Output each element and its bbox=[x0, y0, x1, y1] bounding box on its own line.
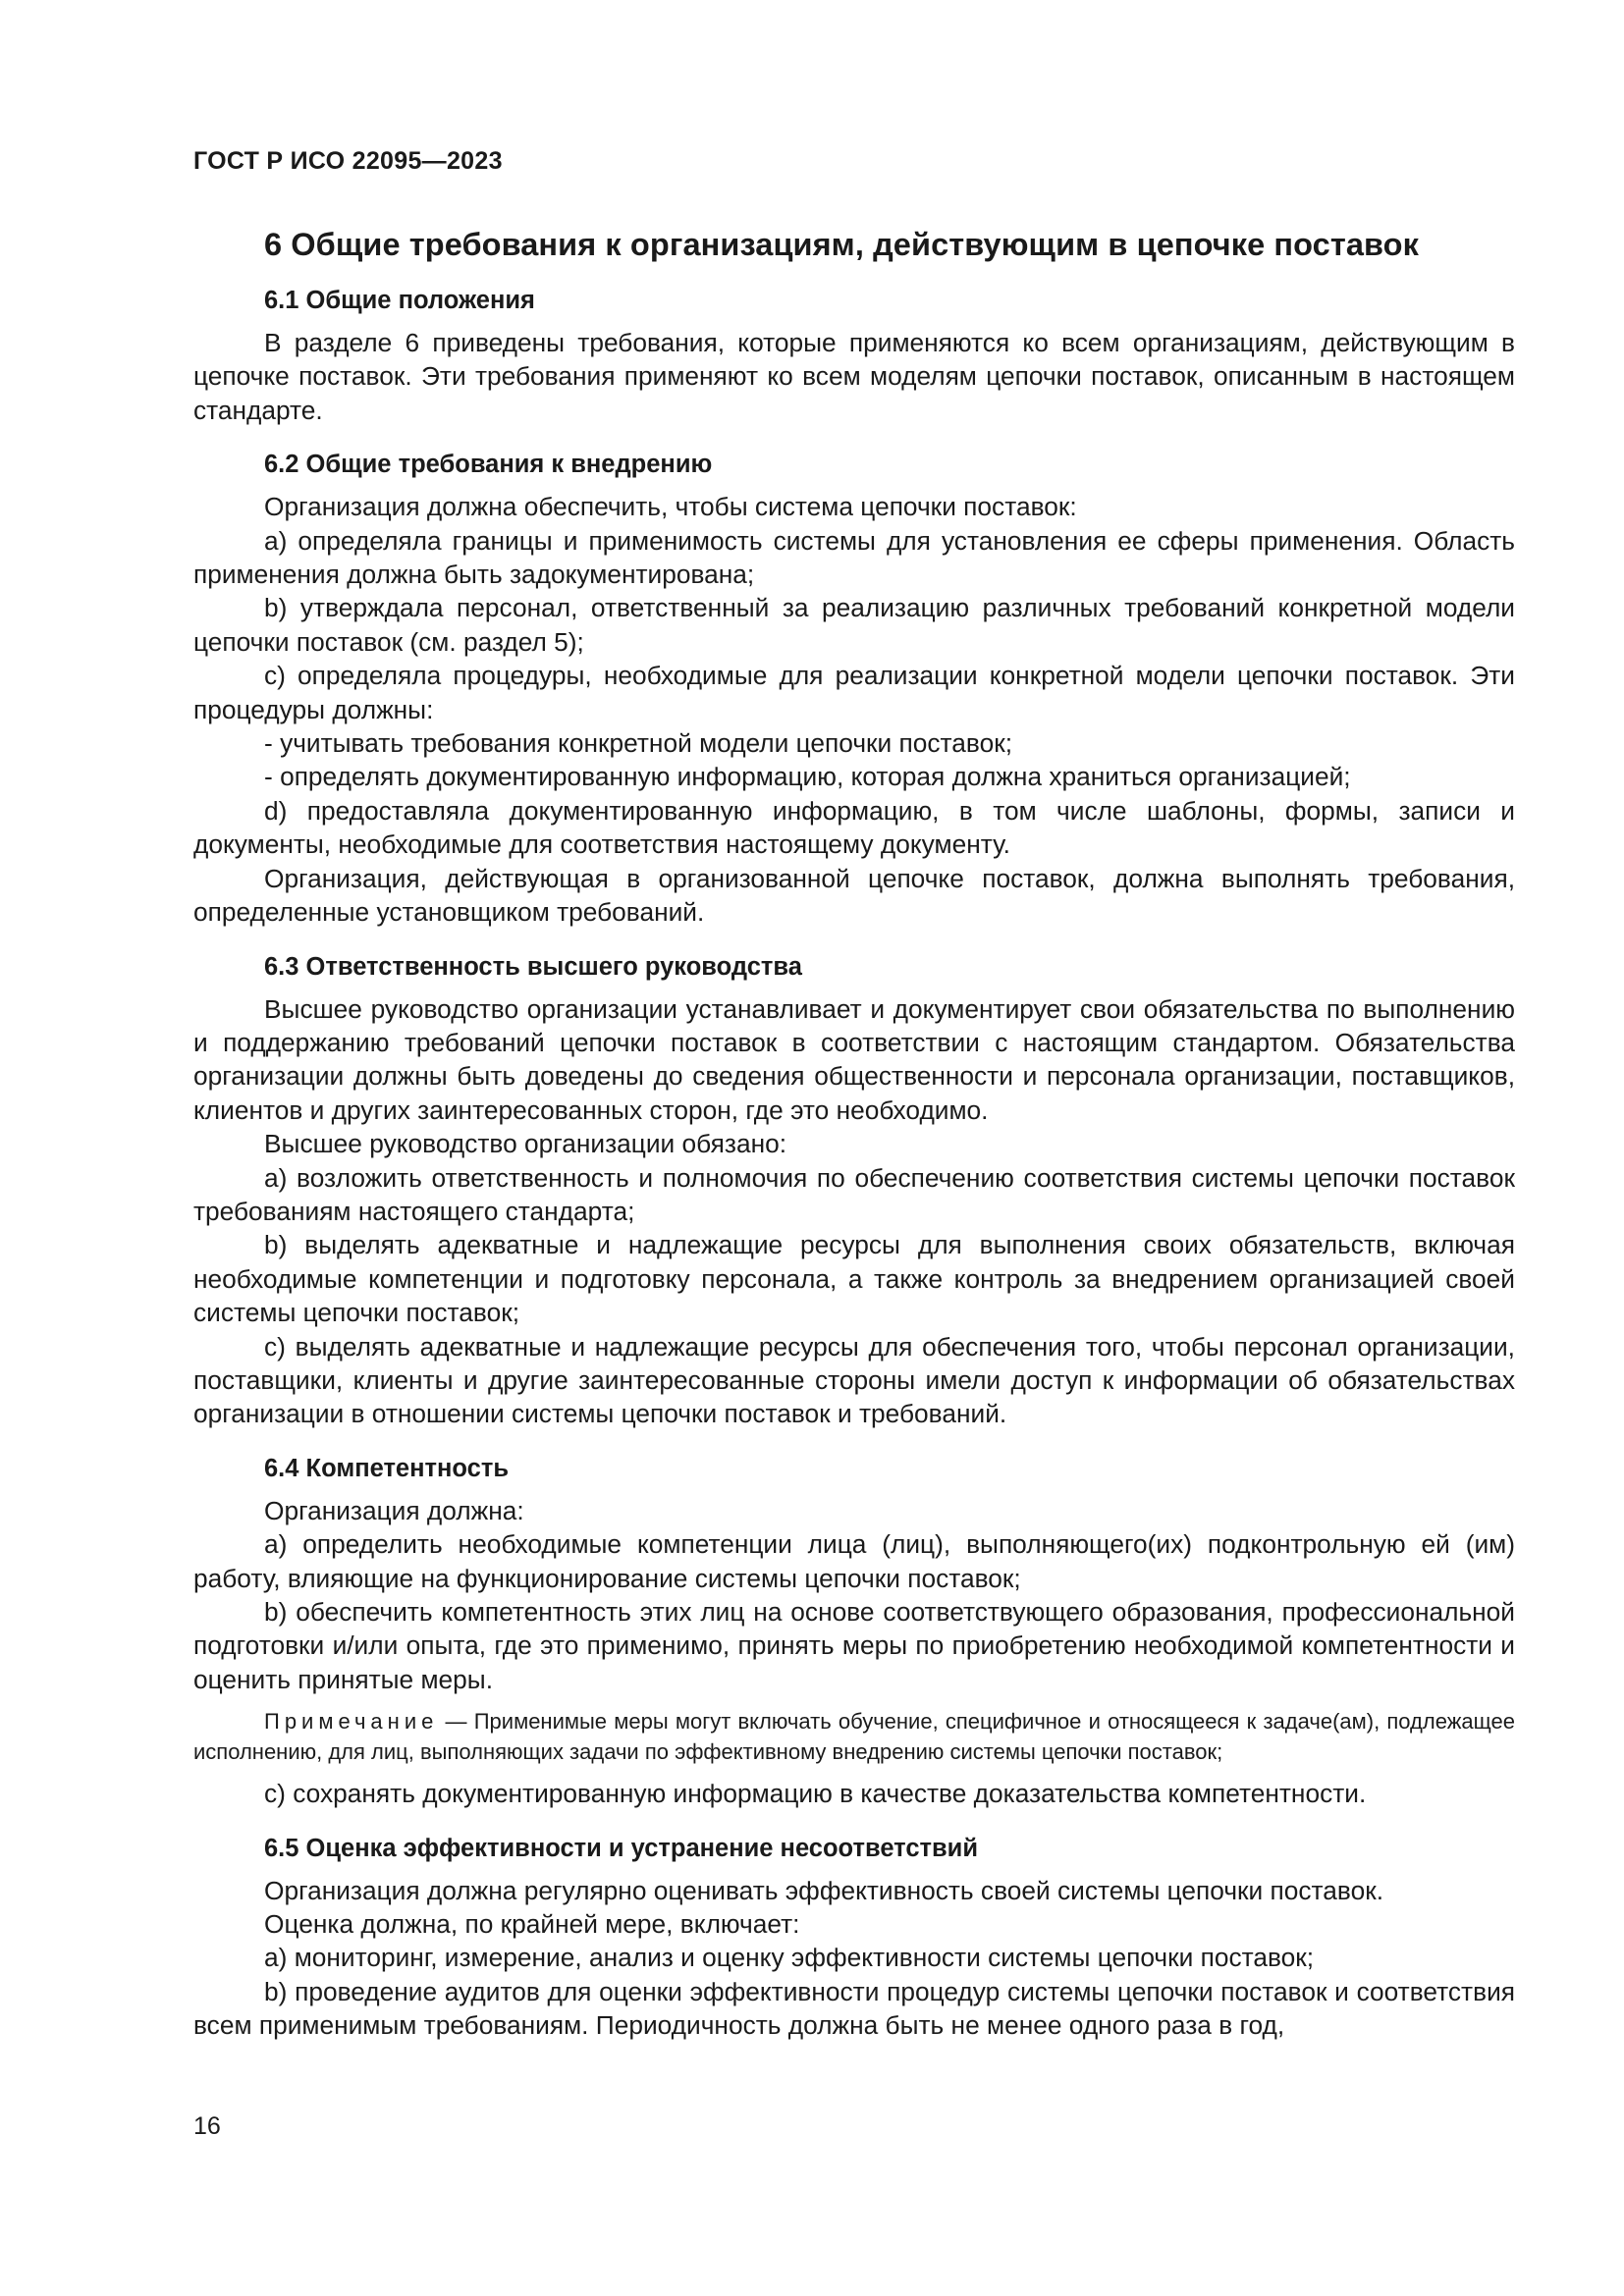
paragraph: Оценка должна, по крайней мере, включает: bbox=[264, 1909, 800, 1940]
list-item-c: c) определяла процедуры, необходимые для реализации конкретной модели цепочки поставок. Эти процедуры должны: bbox=[193, 661, 1515, 724]
list-item-c: c) выделять адекватные и надлежащие ресурсы для обеспечения того, чтобы персонал организации, поставщики, клиенты и другие заинтересованные стороны имели доступ к информации об обязательствах организации в отношении системы цепочки поставок и требований. bbox=[193, 1331, 1515, 1429]
paragraph: В разделе 6 приведены требования, которые применяются ко всем организациям, действующим в цепочке поставок. Эти требования применяют ко всем моделям цепочки поставок, описанным в настоящем стандарте. bbox=[193, 328, 1515, 425]
dash-item: - учитывать требования конкретной модели цепочки поставок; bbox=[264, 728, 1013, 759]
list-item-c: c) сохранять документированную информацию в качестве доказательства компетентности. bbox=[264, 1779, 1367, 1809]
paragraph: Высшее руководство организации обязано: bbox=[264, 1129, 787, 1159]
list-item-b: b) обеспечить компетентность этих лиц на основе соответствующего образования, профессиональной подготовки и/или опыта, где это применимо, принять меры по приобретению необходимой компетентности и оценить принятые меры. bbox=[193, 1597, 1515, 1694]
section-title: 6 Общие требования к организациям, действующим в цепочке поставок bbox=[264, 227, 1419, 262]
subsection-title-6-5: 6.5 Оценка эффективности и устранение несоответствий bbox=[264, 1834, 979, 1862]
paragraph: Организация должна регулярно оценивать эффективность своей системы цепочки поставок. bbox=[264, 1875, 1384, 1905]
paragraph: Высшее руководство организации устанавливает и документирует свои обязательства по выполнению и поддержанию требований цепочки поставок в соответствии с настоящим стандартом. Обязательства организации должны быть доведены до сведения общественности и персонала организации, поставщиков, клиентов и других заинтересованных сторон, где это необходимо. bbox=[193, 993, 1515, 1125]
subsection-title-6-1: 6.1 Общие положения bbox=[264, 287, 535, 314]
subsection-title-6-4: 6.4 Компетентность bbox=[264, 1454, 509, 1482]
page-number: 16 bbox=[193, 2112, 221, 2140]
subsection-title-6-2: 6.2 Общие требования к внедрению bbox=[264, 451, 713, 479]
document-body bbox=[193, 216, 1515, 2043]
subsection-title-6-3: 6.3 Ответственность высшего руководства bbox=[264, 952, 802, 981]
note-text: — Применимые меры могут включать обучение, специфичное и относящееся к задаче(ам), подлежащее исполнению, для лиц, выполняющих задачи по эффективному внедрению системы цепочки поставок; bbox=[193, 1709, 1515, 1765]
paragraph: Организация должна: bbox=[264, 1495, 524, 1525]
list-item-a: a) определяла границы и применимость системы для установления ее сферы применения. Область применения должна быть задокументирована; bbox=[193, 525, 1515, 590]
list-item-a: a) определить необходимые компетенции лица (лиц), выполняющего(их) подконтрольную ей (им) работу, влияющие на функционирование системы цепочки поставок; bbox=[193, 1529, 1515, 1593]
list-item-d: d) предоставляла документированную информацию, в том числе шаблоны, формы, записи и документы, необходимые для соответствия настоящему документу. bbox=[193, 795, 1515, 860]
paragraph: Организация должна обеспечить, чтобы система цепочки поставок: bbox=[264, 492, 1077, 522]
document-code-header: ГОСТ Р ИСО 22095—2023 bbox=[193, 147, 503, 175]
list-item-a: a) мониторинг, измерение, анализ и оценку эффективности системы цепочки поставок; bbox=[264, 1943, 1315, 1973]
list-item-b: b) проведение аудитов для оценки эффективности процедур системы цепочки поставок и соответствия всем применимым требованиям. Периодичность должна быть не менее одного раза в год, bbox=[193, 1976, 1515, 2041]
list-item-a: a) возложить ответственность и полномочия по обеспечению соответствия системы цепочки поставок требованиям настоящего стандарта; bbox=[193, 1162, 1515, 1226]
dash-item: - определять документированную информацию, которая должна храниться организацией; bbox=[264, 762, 1351, 792]
list-item-b: b) выделять адекватные и надлежащие ресурсы для выполнения своих обязательств, включая необходимые компетенции и подготовку персонала, а также контроль за внедрением организацией своей системы цепочки поставок; bbox=[193, 1230, 1515, 1328]
paragraph: Организация, действующая в организованной цепочке поставок, должна выполнять требования, определенные установщиком требований. bbox=[193, 863, 1515, 928]
list-item-b: b) утверждала персонал, ответственный за реализацию различных требований конкретной модели цепочки поставок (см. раздел 5); bbox=[193, 593, 1515, 657]
note bbox=[193, 1706, 1515, 1767]
note-label: Примечание bbox=[264, 1709, 439, 1735]
